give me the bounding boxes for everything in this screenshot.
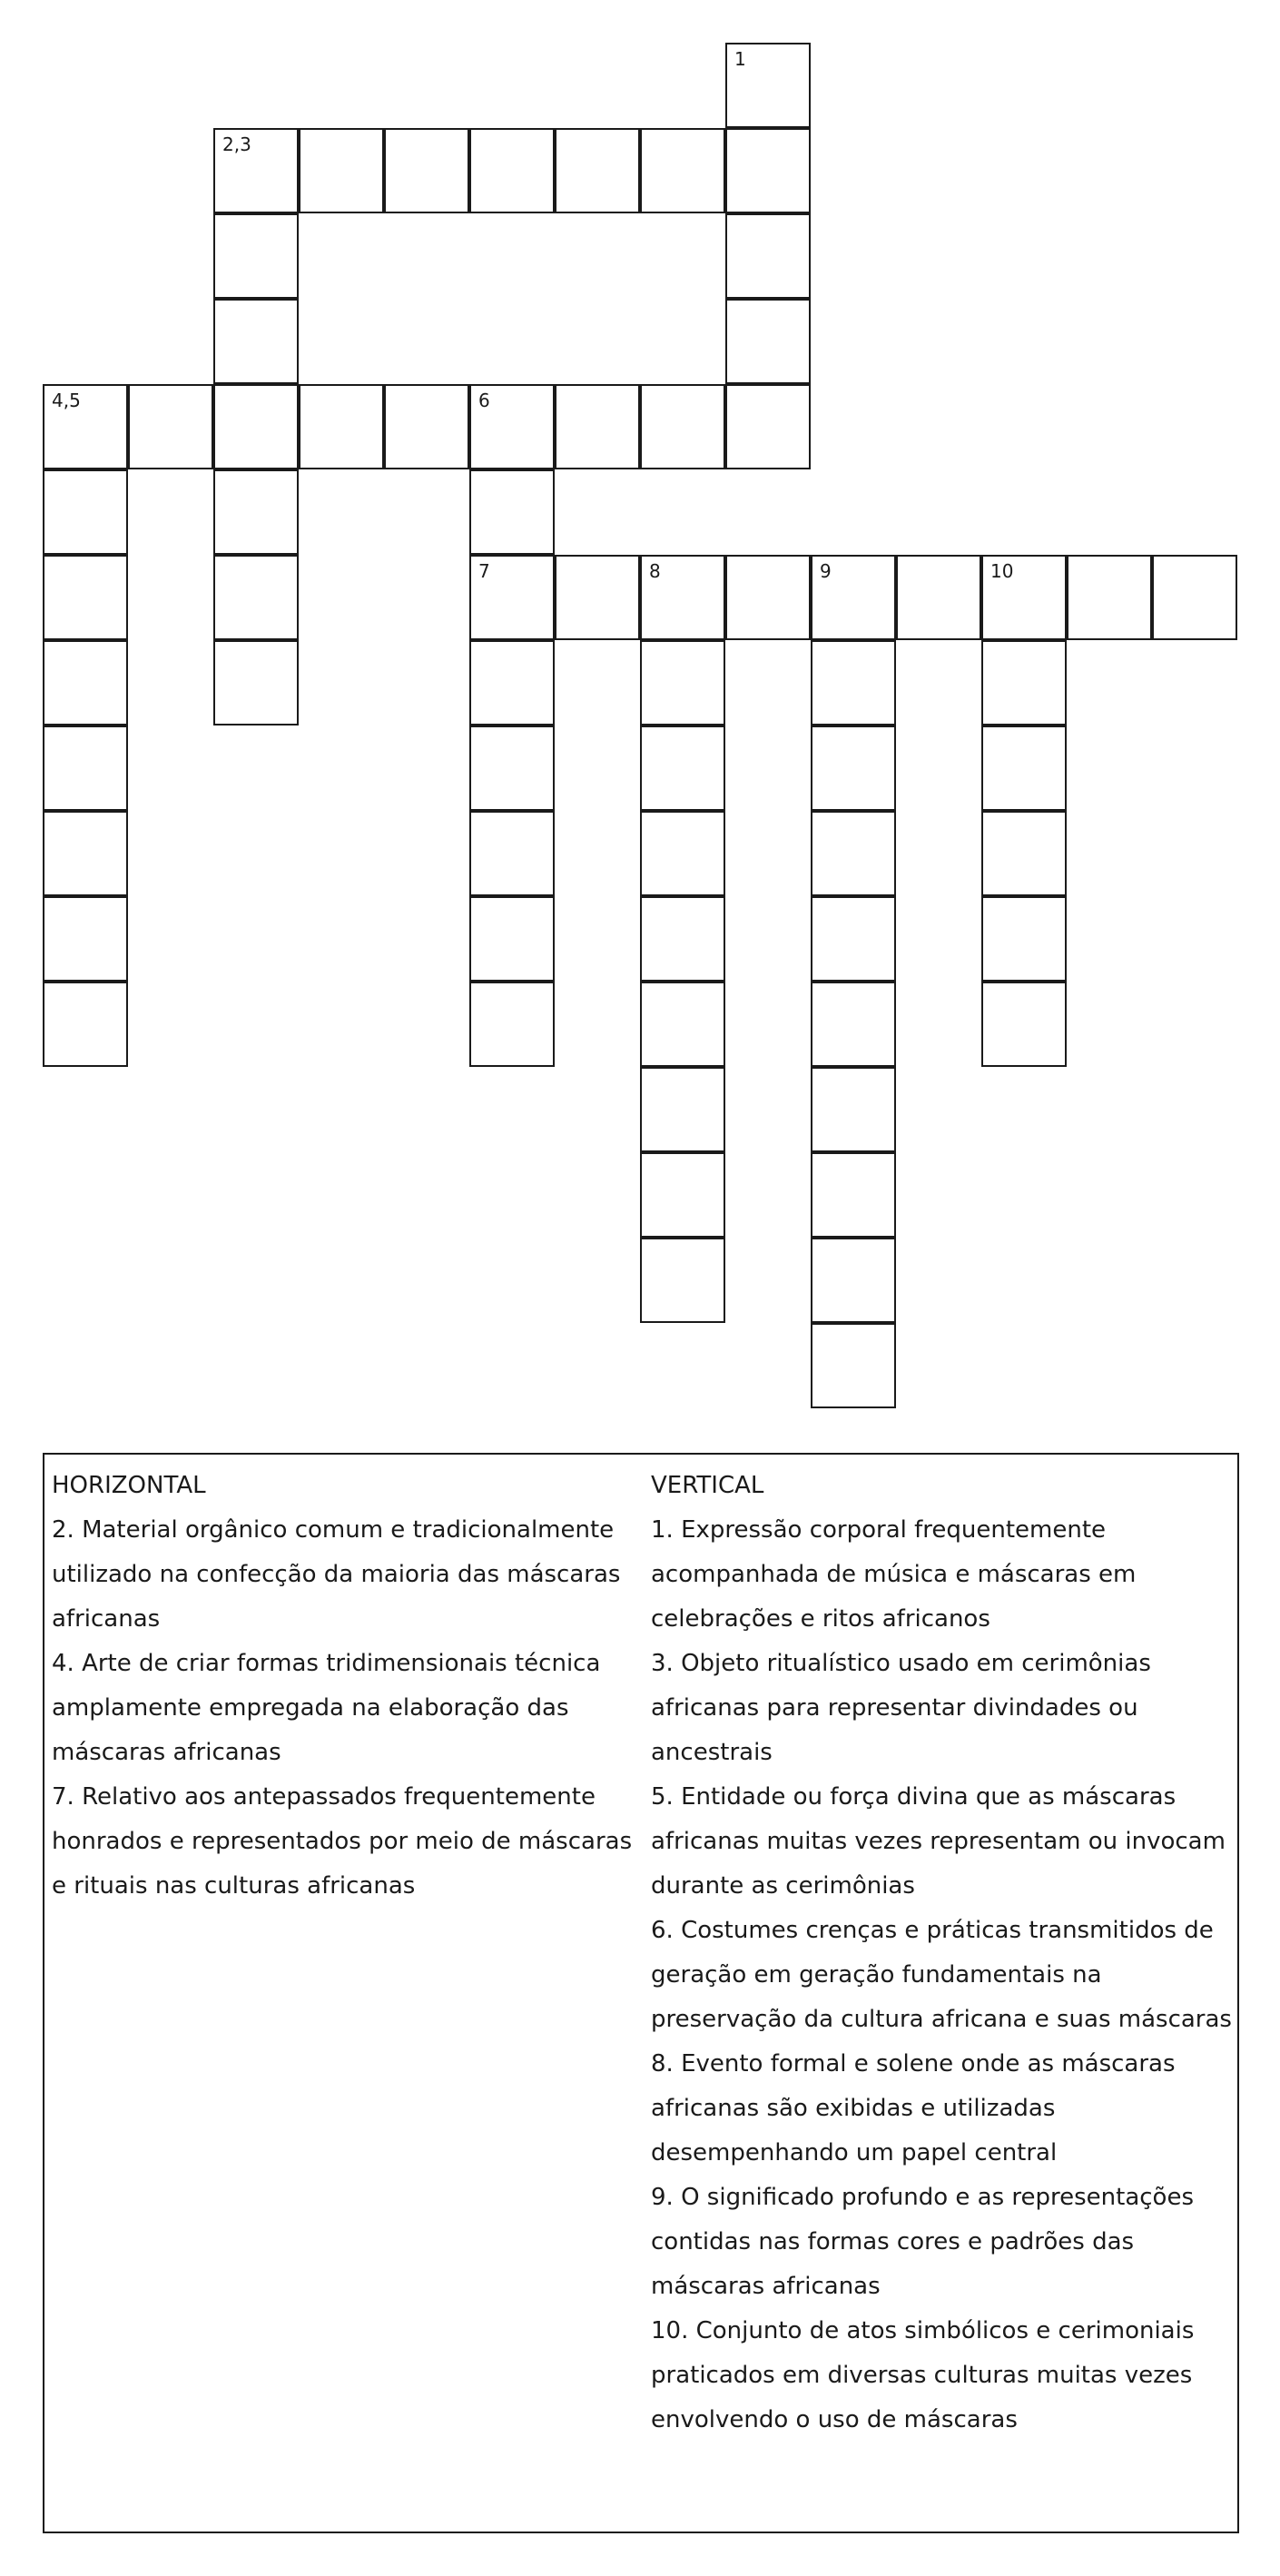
grid-cell[interactable] bbox=[469, 640, 555, 725]
grid-cell[interactable] bbox=[811, 555, 896, 640]
grid-cell[interactable] bbox=[469, 469, 555, 555]
grid-cell[interactable] bbox=[811, 1323, 896, 1408]
grid-cell[interactable] bbox=[640, 1238, 725, 1323]
grid-cell[interactable] bbox=[811, 725, 896, 811]
clue-horizontal-2: 2. Material orgânico comum e tradicionalmente utilizado na confecção da maioria das máscaras africanas bbox=[52, 1516, 621, 1633]
grid-cell[interactable] bbox=[981, 982, 1067, 1067]
grid-cell[interactable] bbox=[469, 725, 555, 811]
clue-vertical-5: 5. Entidade ou força divina que as máscaras africanas muitas vezes representam ou invocam durante as cerimônias bbox=[651, 1783, 1226, 1900]
grid-cell[interactable] bbox=[725, 213, 811, 299]
clue-box bbox=[43, 1453, 1239, 2533]
grid-cell[interactable] bbox=[811, 811, 896, 896]
grid-cell[interactable] bbox=[811, 896, 896, 982]
grid-cell[interactable] bbox=[1152, 555, 1237, 640]
grid-cell[interactable] bbox=[469, 982, 555, 1067]
clue-number: 9 bbox=[820, 560, 832, 582]
clue-horizontal-4: 4. Arte de criar formas tridimensionais técnica amplamente empregada na elaboração das máscaras africanas bbox=[52, 1650, 601, 1766]
grid-cell[interactable] bbox=[469, 555, 555, 640]
grid-cell[interactable] bbox=[469, 811, 555, 896]
grid-cell[interactable] bbox=[43, 469, 128, 555]
grid-cell[interactable] bbox=[43, 896, 128, 982]
clue-vertical-8: 8. Evento formal e solene onde as máscaras africanas são exibidas e utilizadas desempenhando um papel central bbox=[651, 2050, 1176, 2166]
grid-cell[interactable] bbox=[469, 384, 555, 469]
grid-cell[interactable] bbox=[555, 384, 640, 469]
grid-cell[interactable] bbox=[213, 299, 299, 384]
grid-cell[interactable] bbox=[811, 640, 896, 725]
grid-cell[interactable] bbox=[725, 555, 811, 640]
grid-cell[interactable] bbox=[981, 811, 1067, 896]
grid-cell[interactable] bbox=[213, 640, 299, 725]
horizontal-heading: HORIZONTAL bbox=[52, 1472, 206, 1499]
clue-number: 7 bbox=[478, 560, 490, 582]
vertical-heading: VERTICAL bbox=[651, 1472, 764, 1499]
grid-cell[interactable] bbox=[725, 43, 811, 128]
grid-cell[interactable] bbox=[640, 982, 725, 1067]
grid-cell[interactable] bbox=[811, 1067, 896, 1152]
grid-cell[interactable] bbox=[469, 128, 555, 213]
grid-cell[interactable] bbox=[981, 725, 1067, 811]
grid-cell[interactable] bbox=[725, 299, 811, 384]
grid-cell[interactable] bbox=[213, 128, 299, 213]
grid-cell[interactable] bbox=[981, 896, 1067, 982]
grid-cell[interactable] bbox=[640, 555, 725, 640]
clue-number: 2,3 bbox=[222, 133, 251, 155]
clue-vertical-6: 6. Costumes crenças e práticas transmitidos de geração em geração fundamentais na preservação da cultura africana e suas máscaras bbox=[651, 1917, 1232, 2033]
grid-cell[interactable] bbox=[640, 811, 725, 896]
grid-cell[interactable] bbox=[725, 128, 811, 213]
clue-number: 1 bbox=[734, 48, 746, 70]
grid-cell[interactable] bbox=[896, 555, 981, 640]
grid-cell[interactable] bbox=[43, 811, 128, 896]
grid-cell[interactable] bbox=[43, 982, 128, 1067]
grid-cell[interactable] bbox=[640, 1067, 725, 1152]
grid-cell[interactable] bbox=[811, 982, 896, 1067]
grid-cell[interactable] bbox=[43, 555, 128, 640]
grid-cell[interactable] bbox=[811, 1238, 896, 1323]
clue-number: 8 bbox=[649, 560, 661, 582]
grid-cell[interactable] bbox=[1067, 555, 1152, 640]
clue-number: 6 bbox=[478, 390, 490, 411]
clue-number: 4,5 bbox=[52, 390, 81, 411]
grid-cell[interactable] bbox=[811, 1152, 896, 1238]
grid-cell[interactable] bbox=[43, 640, 128, 725]
clue-vertical-10: 10. Conjunto de atos simbólicos e cerimoniais praticados em diversas culturas muitas vezes envolvendo o uso de máscaras bbox=[651, 2317, 1195, 2433]
grid-cell[interactable] bbox=[299, 128, 384, 213]
grid-cell[interactable] bbox=[43, 725, 128, 811]
clue-vertical-3: 3. Objeto ritualístico usado em cerimônias africanas para representar divindades ou ancestrais bbox=[651, 1650, 1151, 1766]
clue-vertical-1: 1. Expressão corporal frequentemente acompanhada de música e máscaras em celebrações e ritos africanos bbox=[651, 1516, 1137, 1633]
grid-cell[interactable] bbox=[555, 555, 640, 640]
clue-horizontal-7: 7. Relativo aos antepassados frequentemente honrados e representados por meio de máscaras e rituais nas culturas africanas bbox=[52, 1783, 633, 1900]
grid-cell[interactable] bbox=[640, 896, 725, 982]
grid-cell[interactable] bbox=[640, 1152, 725, 1238]
clue-vertical-9: 9. O significado profundo e as representações contidas nas formas cores e padrões das máscaras africanas bbox=[651, 2184, 1194, 2300]
grid-cell[interactable] bbox=[384, 384, 469, 469]
grid-cell[interactable] bbox=[43, 384, 128, 469]
clue-number: 10 bbox=[990, 560, 1014, 582]
grid-cell[interactable] bbox=[725, 384, 811, 469]
grid-cell[interactable] bbox=[213, 555, 299, 640]
horizontal-clues bbox=[52, 1464, 642, 1909]
grid-cell[interactable] bbox=[213, 213, 299, 299]
grid-cell[interactable] bbox=[555, 128, 640, 213]
grid-cell[interactable] bbox=[299, 384, 384, 469]
grid-cell[interactable] bbox=[640, 725, 725, 811]
grid-cell[interactable] bbox=[469, 896, 555, 982]
grid-cell[interactable] bbox=[128, 384, 213, 469]
grid-cell[interactable] bbox=[213, 384, 299, 469]
grid-cell[interactable] bbox=[384, 128, 469, 213]
grid-cell[interactable] bbox=[640, 384, 725, 469]
grid-cell[interactable] bbox=[640, 128, 725, 213]
grid-cell[interactable] bbox=[981, 640, 1067, 725]
vertical-clues bbox=[651, 1464, 1232, 2443]
grid-cell[interactable] bbox=[213, 469, 299, 555]
grid-cell[interactable] bbox=[981, 555, 1067, 640]
grid-cell[interactable] bbox=[640, 640, 725, 725]
